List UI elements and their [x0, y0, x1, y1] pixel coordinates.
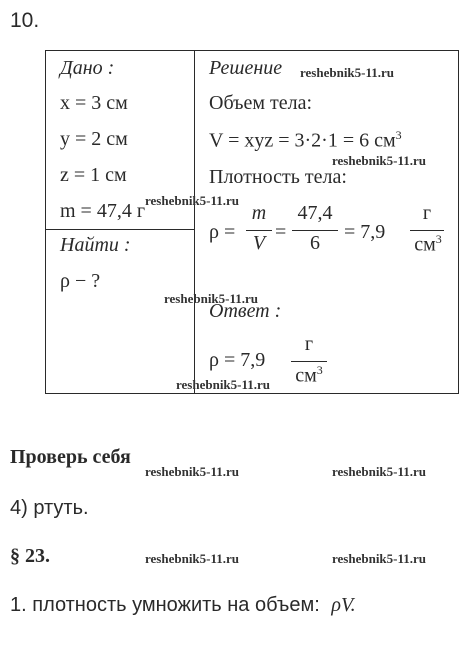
frac2-numerator: 47,4 — [297, 202, 333, 224]
unit-numerator: г — [422, 202, 432, 224]
answer-lhs: ρ = 7,9 — [209, 349, 266, 371]
section-item-1 — [10, 594, 356, 617]
problem-number: 10. — [10, 9, 40, 32]
watermark: reshebnik5-11.ru — [332, 464, 427, 479]
given-m: m = 47,4 г — [60, 200, 146, 222]
watermark: reshebnik5-11.ru — [145, 464, 240, 479]
answer-unit-exponent: 3 — [316, 363, 323, 377]
answer-title: Ответ : — [209, 300, 282, 322]
given-title: Дано : — [60, 57, 115, 79]
watermark: reshebnik5-11.ru — [332, 551, 427, 566]
answer-unit-denominator — [287, 363, 331, 388]
frac1-bar — [246, 230, 272, 231]
density-label: Плотность тела: — [209, 166, 347, 188]
watermark: reshebnik5-11.ru — [145, 193, 240, 208]
watermark: reshebnik5-11.ru — [176, 377, 271, 392]
table-divider-vertical — [194, 50, 195, 394]
given-z: z = 1 см — [60, 164, 127, 186]
answer-unit-den-text: см — [295, 364, 317, 387]
volume-formula-text: V = xyz = 3·2·1 = 6 см — [209, 129, 396, 152]
frac2-bar — [292, 230, 338, 231]
unit-exponent: 3 — [435, 232, 442, 246]
check-answer: 4) ртуть. — [10, 497, 89, 519]
section-heading: § 23. — [10, 545, 50, 567]
given-x: x = 3 см — [60, 92, 128, 114]
frac2-denominator: 6 — [310, 232, 320, 254]
frac1-numerator: m — [251, 202, 267, 224]
watermark: reshebnik5-11.ru — [332, 153, 427, 168]
table-divider-horizontal — [45, 229, 195, 230]
check-heading: Проверь себя — [10, 446, 131, 468]
watermark: reshebnik5-11.ru — [300, 65, 395, 80]
answer-unit-numerator: г — [304, 333, 314, 355]
solution-title: Решение — [209, 57, 283, 79]
unit-bar — [410, 230, 444, 231]
find-rho: ρ − ? — [60, 270, 101, 292]
unit-den-text: см — [414, 233, 436, 256]
item1-text: 1. плотность умножить на объем: — [10, 594, 320, 616]
frac1-denominator: V — [252, 232, 266, 254]
volume-formula — [209, 128, 402, 153]
volume-label: Объем тела: — [209, 92, 313, 114]
rho-result: = 7,9 — [344, 221, 386, 243]
rho-lhs: ρ = — [209, 221, 236, 243]
watermark: reshebnik5-11.ru — [145, 551, 240, 566]
find-title: Найти : — [60, 234, 131, 256]
equals-sign: = — [275, 221, 287, 243]
watermark: reshebnik5-11.ru — [164, 291, 259, 306]
volume-exponent: 3 — [395, 128, 402, 142]
item1-formula: ρV. — [331, 594, 356, 616]
answer-unit-bar — [291, 361, 327, 362]
unit-denominator — [406, 232, 450, 257]
given-y: y = 2 см — [60, 128, 128, 150]
